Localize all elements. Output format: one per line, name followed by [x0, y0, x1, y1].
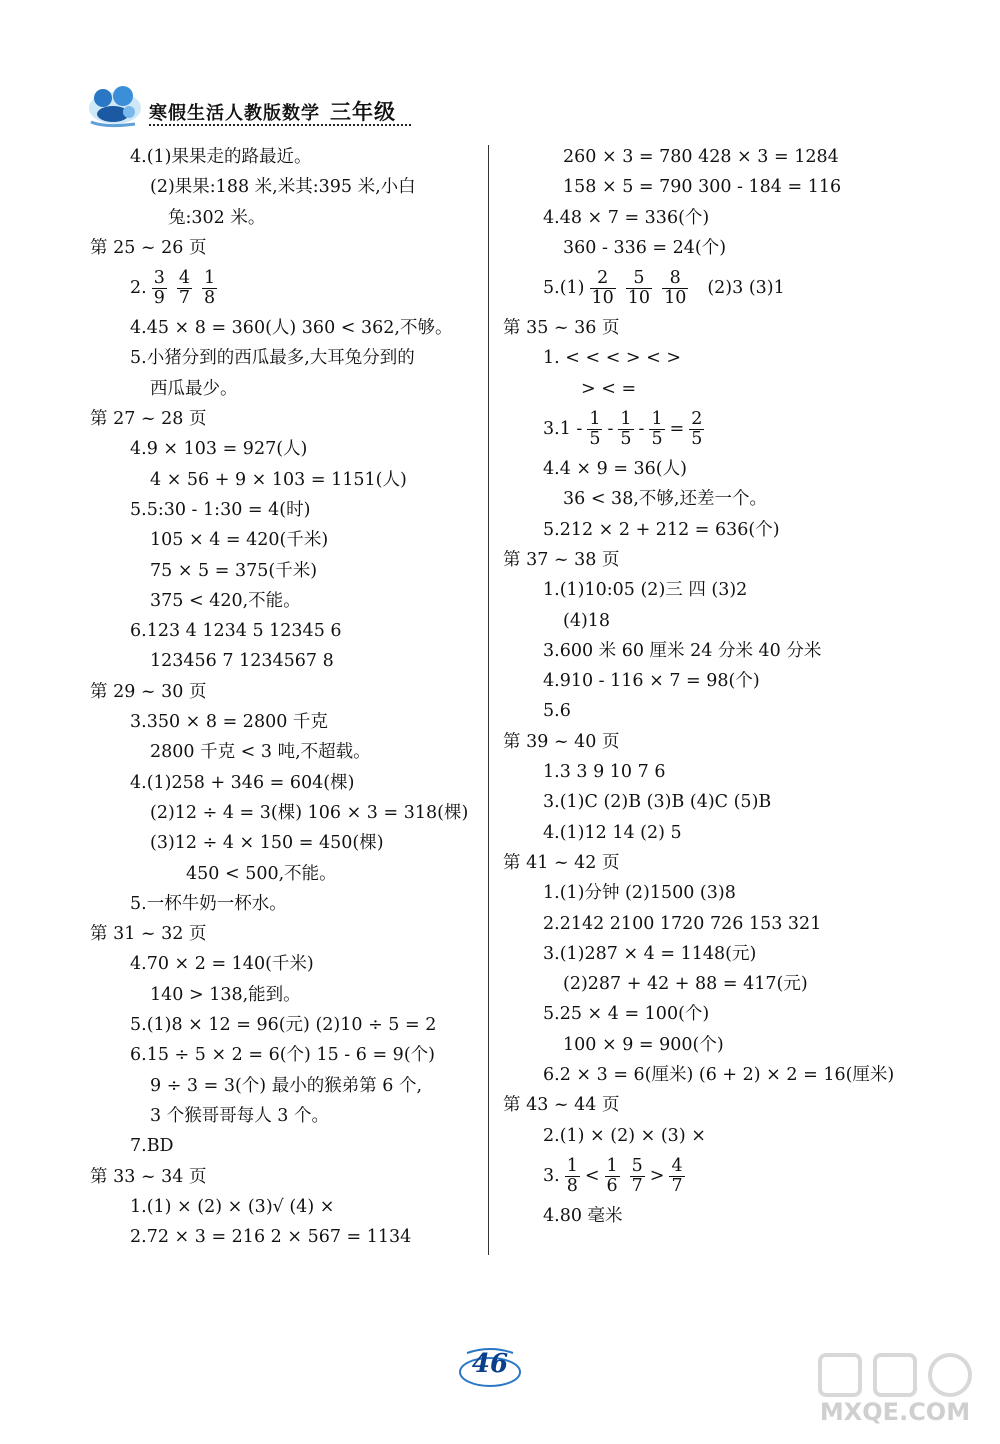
answer-line: [130, 1192, 485, 1222]
answer-line: [543, 404, 903, 454]
numerator: 2: [590, 269, 616, 289]
section-heading: [503, 848, 903, 878]
answer-line: [563, 484, 903, 514]
column-divider: [488, 145, 489, 1255]
answer-text: 5.(1): [543, 278, 585, 299]
answer-line: [130, 949, 485, 979]
answer-text: 260 × 3 = 780 428 × 3 = 1284: [563, 147, 839, 167]
answer-text: 6.123 4 1234 5 12345 6: [130, 621, 342, 642]
answer-text: 3 个猴哥哥每人 3 个。: [150, 1105, 329, 1126]
denominator: 10: [627, 288, 651, 309]
numerator: 1: [651, 409, 663, 430]
fraction: [669, 1157, 684, 1196]
answer-text: 2.: [130, 278, 147, 299]
answer-text: 2.(1) × (2) × (3) ×: [543, 1125, 706, 1146]
answer-line: [543, 757, 903, 787]
answer-text: 2.72 × 3 = 216 2 × 567 = 1134: [130, 1227, 412, 1248]
page-number: 46: [471, 1349, 509, 1379]
answer-text: 1.(1) × (2) × (3)√ (4) ×: [130, 1196, 335, 1217]
answer-line: [150, 828, 485, 858]
watermark: [800, 1350, 990, 1440]
numerator: 5: [631, 1155, 643, 1176]
denominator: 10: [591, 288, 614, 309]
denominator: 5: [589, 429, 601, 450]
answer-line: [130, 142, 485, 172]
answer-line: [543, 999, 903, 1029]
answer-line: [150, 586, 485, 616]
denominator: 8: [566, 1175, 578, 1196]
answer-line: [543, 1201, 903, 1231]
fraction: [152, 269, 167, 308]
answer-text: 第 29 ~ 30 页: [90, 681, 207, 702]
answer-line: [150, 980, 485, 1010]
watermark-logo-icon: [800, 1350, 990, 1400]
section-heading: [90, 233, 485, 263]
fraction: [626, 269, 652, 308]
answer-text: 西瓜最少。: [150, 378, 238, 399]
answer-line: [563, 606, 903, 636]
answer-line: [543, 636, 903, 666]
answer-text: 第 41 ~ 42 页: [503, 852, 620, 873]
denominator: 5: [620, 429, 632, 450]
section-heading: [90, 404, 485, 434]
answer-line: [130, 263, 485, 313]
answer-line: [130, 1010, 485, 1040]
answer-line: [543, 515, 903, 545]
fraction: [587, 410, 602, 449]
answers-right-column: [503, 142, 903, 1231]
answer-line: [543, 909, 903, 939]
answer-line: [563, 233, 903, 263]
answer-text: (2)果果:188 米,米其:395 米,小白: [150, 177, 416, 198]
answer-text: 158 × 5 = 790 300 - 184 = 116: [563, 177, 842, 198]
answer-line: [543, 1121, 903, 1151]
fraction: [605, 1157, 620, 1196]
header-grade: 三年级: [330, 100, 396, 124]
answer-line: [130, 434, 485, 464]
fraction: [202, 269, 217, 308]
fraction: [618, 410, 633, 449]
numerator: 3: [153, 268, 165, 289]
answer-text: 2800 千克 < 3 吨,不超载。: [150, 742, 371, 763]
section-heading: [503, 1090, 903, 1120]
answer-line: [543, 1151, 903, 1201]
answer-text: 4.(1)258 + 346 = 604(棵): [130, 772, 355, 793]
answer-text: 5.(1)8 × 12 = 96(元) (2)10 ÷ 5 = 2: [130, 1015, 437, 1036]
answer-line: [563, 1030, 903, 1060]
answer-line: [581, 374, 903, 404]
answer-text: 第 33 ~ 34 页: [90, 1166, 207, 1187]
answer-text: 123456 7 1234567 8: [150, 651, 334, 672]
answer-text: 1.(1)10:05 (2)三 四 (3)2: [543, 580, 748, 601]
denominator: 9: [153, 288, 165, 309]
answer-text: (2)12 ÷ 4 = 3(棵) 106 × 3 = 318(棵): [150, 802, 469, 823]
answer-line: [130, 1131, 485, 1161]
answer-text: 75 × 5 = 375(千米): [150, 560, 318, 581]
answer-text: 4 × 56 + 9 × 103 = 1151(人): [150, 469, 407, 490]
answer-line: [543, 575, 903, 605]
answer-text: 2.2142 2100 1720 726 153 321: [543, 913, 822, 934]
answer-text: (2)287 + 42 + 88 = 417(元): [563, 974, 808, 995]
answer-text: 140 > 138,能到。: [150, 984, 301, 1005]
numerator: 1: [203, 268, 216, 289]
answer-text: 4.(1)12 14 (2) 5: [543, 822, 682, 843]
answer-text: (4)18: [563, 610, 611, 631]
numerator: 1: [620, 409, 632, 430]
answer-line: [168, 203, 485, 233]
numerator: 2: [691, 409, 703, 430]
answer-line: [150, 1101, 485, 1131]
numerator: 1: [566, 1155, 578, 1176]
answer-text: 4.9 × 103 = 927(人): [130, 439, 308, 460]
answer-line: [543, 818, 903, 848]
answer-text: 1.3 3 9 10 7 6: [543, 762, 666, 783]
answer-line: [543, 263, 903, 313]
answer-line: [543, 203, 903, 233]
answer-text: 3.: [543, 1165, 560, 1186]
section-heading: [90, 919, 485, 949]
answer-line: [563, 142, 903, 172]
fraction: [177, 269, 192, 308]
operator: >: [649, 1165, 665, 1186]
answer-text: 4.48 × 7 = 336(个): [543, 207, 710, 228]
answer-text-after: (2)3 (3)1: [707, 278, 785, 299]
fraction: [649, 410, 664, 449]
answer-line: [130, 1040, 485, 1070]
cartoon-logo-icon: [85, 78, 147, 130]
answer-text: 4.45 × 8 = 360(人) 360 < 362,不够。: [130, 318, 453, 339]
answer-text: 5.5:30 - 1:30 = 4(时): [130, 499, 311, 520]
answer-text: 375 < 420,不能。: [150, 590, 301, 611]
answer-text: 第 39 ~ 40 页: [503, 731, 620, 752]
answer-text: 1.(1)分钟 (2)1500 (3)8: [543, 883, 736, 904]
answer-line: [543, 1060, 903, 1090]
fraction: [630, 1157, 645, 1196]
answer-text: 第 43 ~ 44 页: [503, 1095, 620, 1116]
answer-line: [543, 939, 903, 969]
answer-text: 4.4 × 9 = 36(人): [543, 459, 687, 480]
answer-line: [150, 1071, 485, 1101]
answer-text: 450 < 500,不能。: [186, 863, 337, 884]
operator: <: [584, 1165, 600, 1186]
answer-line: [543, 787, 903, 817]
answer-text: 4.(1)果果走的路最近。: [130, 147, 312, 167]
answer-text: 9 ÷ 3 = 3(个) 最小的猴弟第 6 个,: [150, 1075, 423, 1096]
answer-text: 7.BD: [130, 1136, 174, 1157]
answer-text: 第 27 ~ 28 页: [90, 409, 207, 430]
denominator: 5: [691, 429, 703, 450]
answer-line: [130, 707, 485, 737]
operator: -: [607, 419, 614, 440]
numerator: 4: [671, 1155, 683, 1176]
answer-text: 5.一杯牛奶一杯水。: [130, 893, 287, 914]
answer-line: [130, 768, 485, 798]
answer-line: [543, 696, 903, 726]
answer-line: [150, 556, 485, 586]
answer-text: 兔:302 米。: [168, 207, 266, 228]
answer-text: 第 35 ~ 36 页: [503, 318, 620, 339]
answer-text: 1. < < < > < >: [543, 348, 682, 369]
answer-text: 6.15 ÷ 5 × 2 = 6(个) 15 - 6 = 9(个): [130, 1045, 435, 1066]
answer-text: 第 25 ~ 26 页: [90, 237, 207, 258]
answer-line: [563, 969, 903, 999]
answer-text: 5.212 × 2 + 212 = 636(个): [543, 519, 780, 540]
answer-line: [130, 343, 485, 373]
numerator: 4: [178, 268, 190, 289]
denominator: 10: [664, 288, 687, 309]
answer-line: [150, 646, 485, 676]
page-number-badge: [455, 1345, 525, 1389]
denominator: 6: [606, 1175, 618, 1196]
answer-text: 105 × 4 = 420(千米): [150, 530, 329, 551]
answer-text: 5.小猪分到的西瓜最多,大耳兔分到的: [130, 348, 415, 369]
answer-text: 3.(1)287 × 4 = 1148(元): [543, 943, 757, 964]
section-heading: [503, 313, 903, 343]
answer-line: [130, 313, 485, 343]
answer-line: [150, 737, 485, 767]
fraction: [565, 1157, 580, 1196]
answer-line: [130, 1222, 485, 1252]
answer-text: 5.6: [543, 701, 571, 722]
denominator: 7: [178, 288, 190, 309]
numerator: 1: [606, 1155, 618, 1176]
answer-line: [130, 889, 485, 919]
answer-text: 3.(1)C (2)B (3)B (4)C (5)B: [543, 792, 772, 813]
answer-text: 36 < 38,不够,还差一个。: [563, 489, 767, 510]
denominator: 7: [631, 1175, 643, 1196]
answer-text: 360 - 336 = 24(个): [563, 237, 727, 258]
section-heading: [90, 1162, 485, 1192]
numerator: 5: [626, 269, 652, 289]
answer-text: 4.910 - 116 × 7 = 98(个): [543, 671, 760, 692]
answer-line: [150, 374, 485, 404]
answer-line: [543, 666, 903, 696]
numerator: 1: [589, 409, 601, 430]
answer-text: 3.600 米 60 厘米 24 分米 40 分米: [543, 640, 822, 661]
answer-text: > < =: [581, 378, 637, 399]
answer-line: [130, 616, 485, 646]
denominator: 7: [671, 1175, 683, 1196]
answer-text: 3.350 × 8 = 2800 千克: [130, 712, 328, 733]
answer-line: [543, 454, 903, 484]
answer-text: 5.25 × 4 = 100(个): [543, 1004, 710, 1025]
section-heading: [90, 677, 485, 707]
answer-text: (3)12 ÷ 4 × 150 = 450(棵): [150, 833, 384, 854]
answer-line: [563, 172, 903, 202]
denominator: 5: [651, 429, 663, 450]
section-heading: [503, 727, 903, 757]
answer-line: [150, 172, 485, 202]
answer-line: [150, 798, 485, 828]
answer-text: 4.80 毫米: [543, 1205, 623, 1226]
watermark-text: MXQE.COM: [819, 1398, 971, 1426]
fraction: [590, 269, 616, 308]
answer-text: 第 37 ~ 38 页: [503, 549, 620, 570]
header-title-text: 寒假生活人教版数学: [149, 103, 320, 124]
answers-left-column: [90, 142, 485, 1252]
answer-text: 3.1 -: [543, 419, 583, 440]
answer-text: 6.2 × 3 = 6(厘米) (6 + 2) × 2 = 16(厘米): [543, 1065, 895, 1086]
page-header: [85, 78, 415, 133]
operator: =: [669, 419, 685, 440]
answer-text: 100 × 9 = 900(个): [563, 1034, 724, 1055]
answer-line: [150, 465, 485, 495]
answer-text: 4.70 × 2 = 140(千米): [130, 954, 314, 975]
answer-text: 第 31 ~ 32 页: [90, 924, 207, 945]
section-heading: [503, 545, 903, 575]
header-title: [149, 96, 396, 126]
fraction: [689, 410, 704, 449]
answer-line: [150, 525, 485, 555]
answer-line: [186, 859, 485, 889]
answer-line: [130, 495, 485, 525]
answer-line: [543, 878, 903, 908]
header-rule: [149, 124, 411, 126]
fraction: [662, 269, 688, 308]
denominator: 8: [203, 288, 216, 309]
numerator: 8: [662, 269, 688, 289]
operator: -: [638, 419, 645, 440]
answer-line: [543, 343, 903, 373]
